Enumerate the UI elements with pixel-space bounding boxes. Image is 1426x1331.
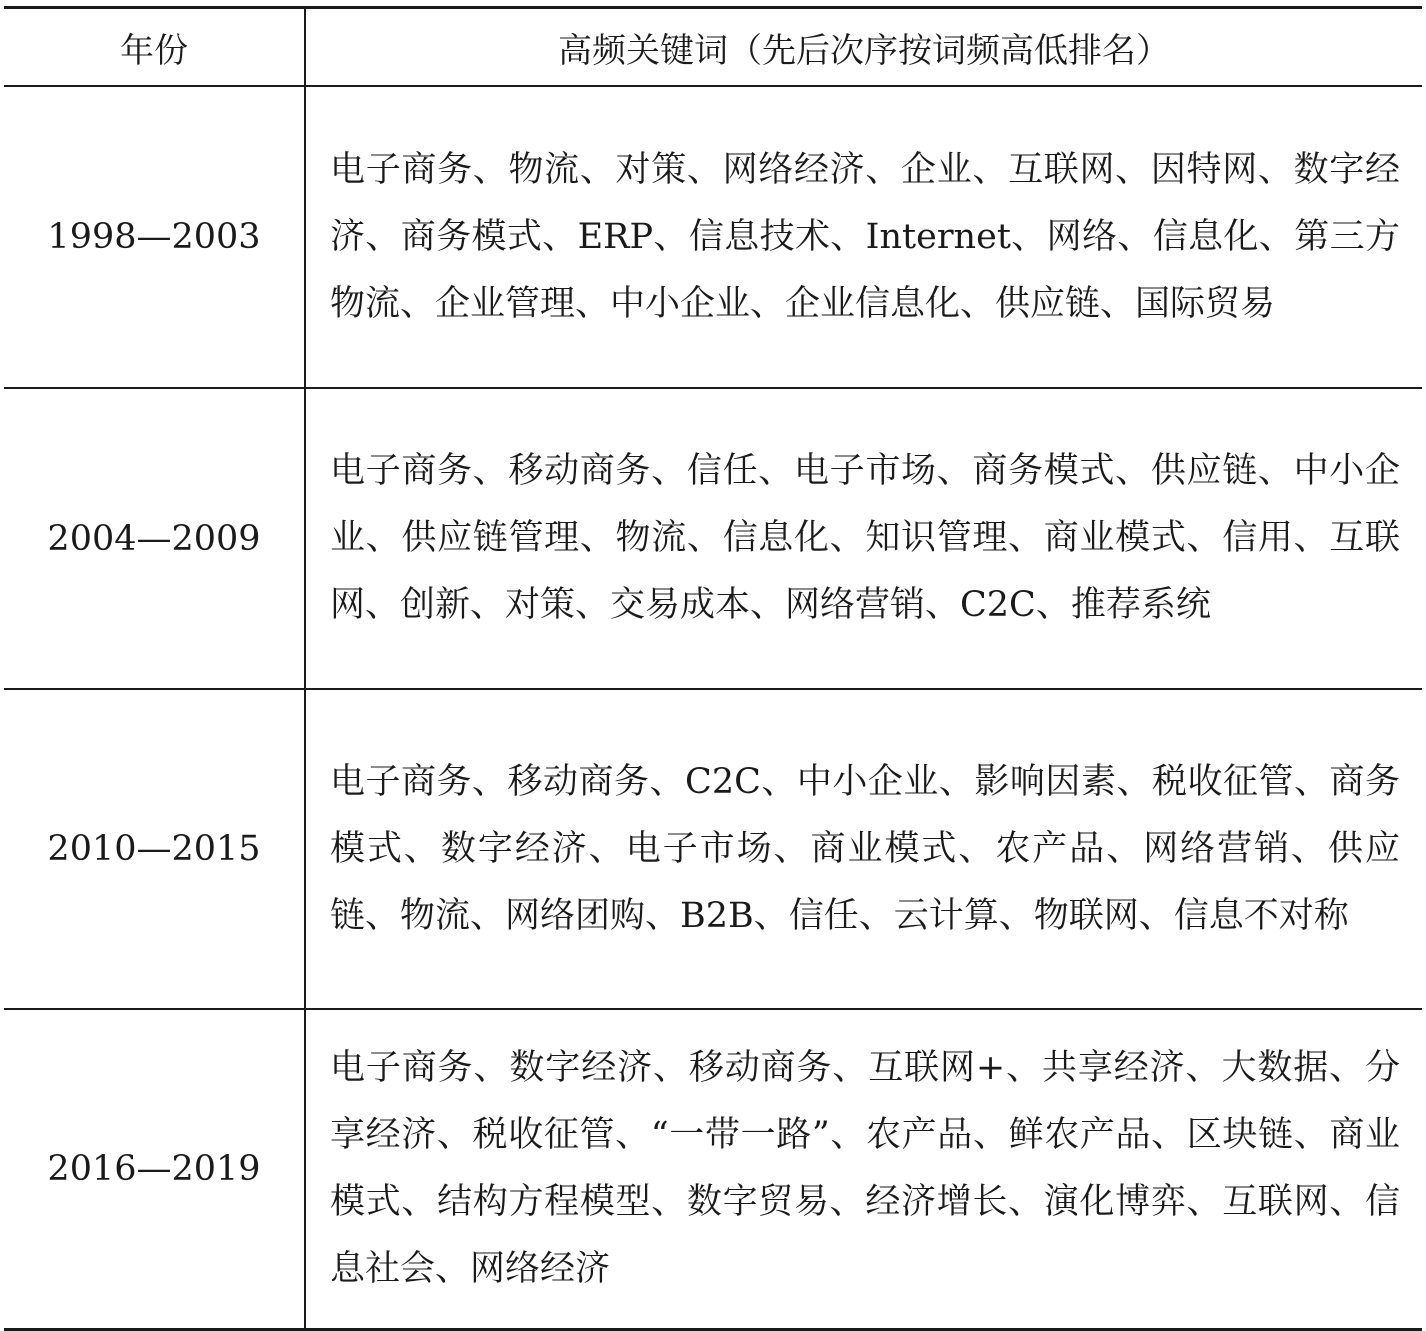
keywords-cell: 电子商务、移动商务、信任、电子市场、商务模式、供应链、中小企业、供应链管理、物流、信息化、知识管理、商业模式、信用、互联网、创新、对策、交易成本、网络营销、C2C、推荐系统 bbox=[305, 388, 1422, 689]
year-cell: 2010—2015 bbox=[4, 689, 305, 1009]
keyword-table-container bbox=[4, 6, 1422, 1331]
header-row bbox=[4, 8, 1422, 87]
keyword-frequency-table bbox=[4, 6, 1422, 1331]
table-row bbox=[4, 1009, 1422, 1330]
year-column-header: 年份 bbox=[4, 8, 305, 87]
year-cell: 2016—2019 bbox=[4, 1009, 305, 1330]
year-cell: 2004—2009 bbox=[4, 388, 305, 689]
year-cell: 1998—2003 bbox=[4, 86, 305, 388]
table-row bbox=[4, 388, 1422, 689]
table-body bbox=[4, 86, 1422, 1330]
table-row bbox=[4, 86, 1422, 388]
keywords-cell: 电子商务、移动商务、C2C、中小企业、影响因素、税收征管、商务模式、数字经济、电子市场、商业模式、农产品、网络营销、供应链、物流、网络团购、B2B、信任、云计算、物联网、信息不对称 bbox=[305, 689, 1422, 1009]
keywords-column-header: 高频关键词（先后次序按词频高低排名） bbox=[305, 8, 1422, 87]
keywords-cell: 电子商务、数字经济、移动商务、互联网+、共享经济、大数据、分享经济、税收征管、“一带一路”、农产品、鲜农产品、区块链、商业模式、结构方程模型、数字贸易、经济增长、演化博弈、互联网、信息社会、网络经济 bbox=[305, 1009, 1422, 1330]
keywords-cell: 电子商务、物流、对策、网络经济、企业、互联网、因特网、数字经济、商务模式、ERP、信息技术、Internet、网络、信息化、第三方物流、企业管理、中小企业、企业信息化、供应链、国际贸易 bbox=[305, 86, 1422, 388]
table-header bbox=[4, 8, 1422, 87]
table-row bbox=[4, 689, 1422, 1009]
